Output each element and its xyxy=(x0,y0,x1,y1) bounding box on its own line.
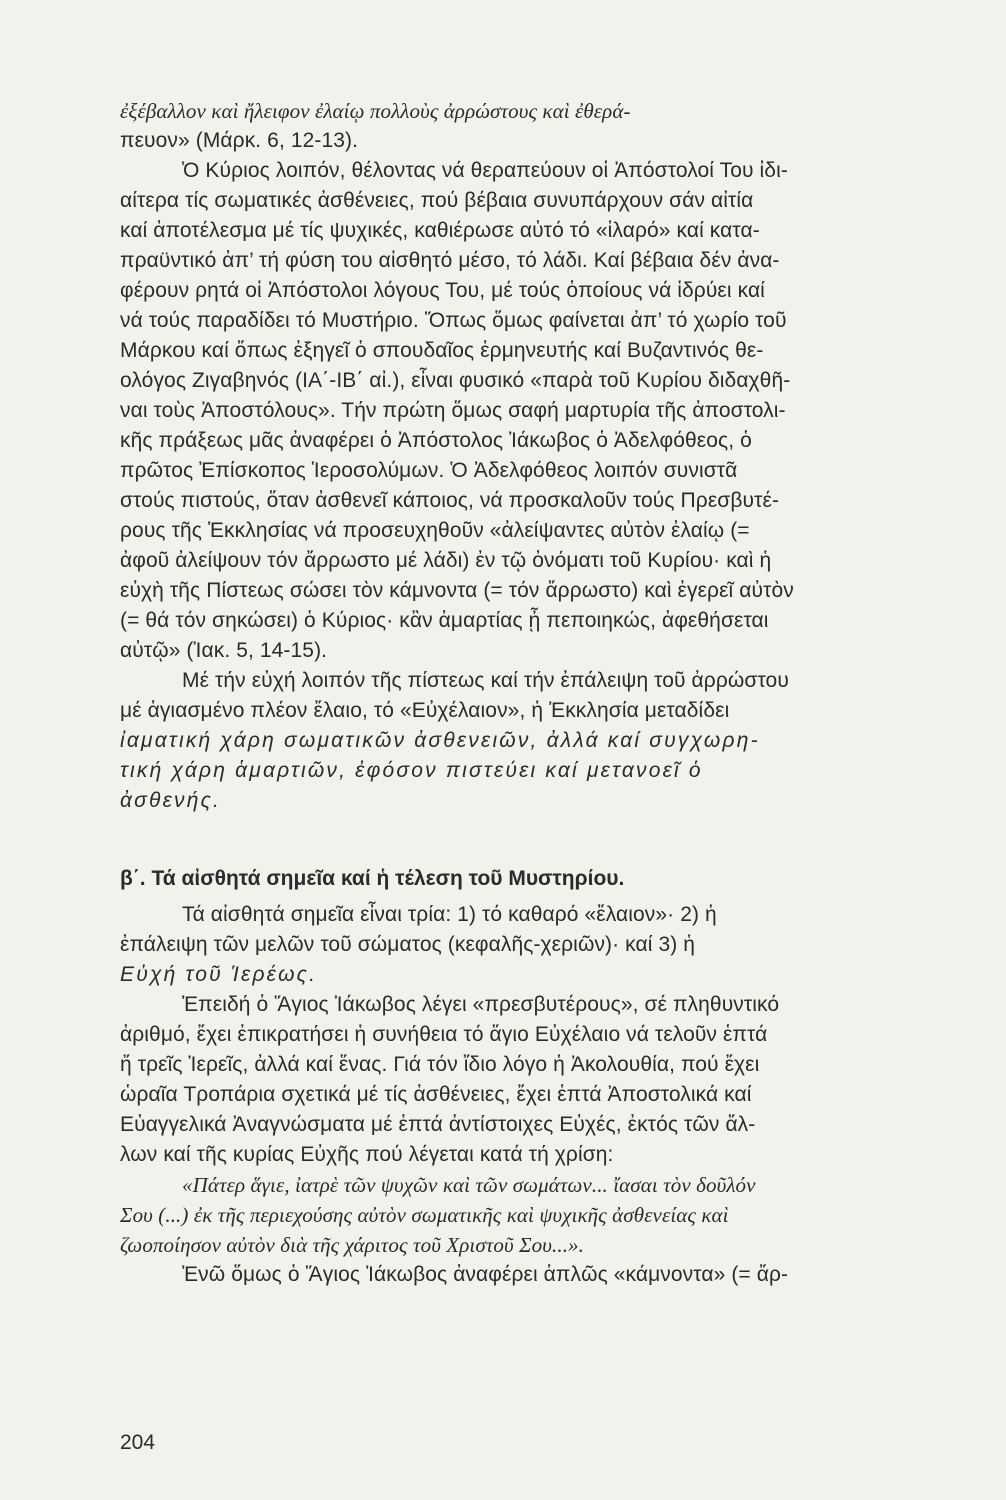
text-line: μέ ἁγιασμένο πλέον ἔλαιο, τό «Εὐχέλαιον», ἡ Ἐκκλησία μεταδίδει xyxy=(120,699,730,722)
text-line: πευον» (Μάρκ. 6, 12-13). xyxy=(120,129,359,152)
text-block-unction xyxy=(120,96,958,816)
text-line: Εὐαγγελικά Ἀναγνώσματα μέ ἑπτά ἀντίστοιχες Εὐχές, ἐκτός τῶν ἄλ- xyxy=(120,1113,756,1136)
page-number: 204 xyxy=(120,1431,156,1454)
text-line: καί ἀποτέλεσμα μέ τίς ψυχικές, καθιέρωσε αὐτό τό «ἱλαρό» καί κατα- xyxy=(120,219,760,242)
text-line: στούς πιστούς, ὅταν ἀσθενεῖ κάποιος, νά προσκαλοῦν τούς Πρεσβυτέ- xyxy=(120,489,780,512)
text-line: Ἐνῶ ὅμως ὁ Ἅγιος Ἰάκωβος ἀναφέρει ἁπλῶς «κάμνοντα» (= ἄρ- xyxy=(182,1263,789,1286)
text-line: Ἐπειδή ὁ Ἅγιος Ἰάκωβος λέγει «πρεσβυτέρους», σέ πληθυντικό xyxy=(182,993,780,1016)
text-line: ἀφοῦ ἀλείψουν τόν ἄρρωστο μέ λάδι) ἐν τῷ ὀνόματι τοῦ Κυρίου· καὶ ἡ xyxy=(120,549,772,572)
page-body xyxy=(120,96,958,1476)
text-line: αίτερα τίς σωματικές ἀσθένειες, πού βέβαια συνυπάρχουν σάν αἰτία xyxy=(120,189,754,212)
text-line: ὡραῖα Τροπάρια σχετικά μέ τίς ἀσθένειες, ἔχει ἑπτά Ἀποστολικά καί xyxy=(120,1083,752,1106)
text-line: λων καί τῆς κυρίας Εὐχῆς πού λέγεται κατά τή χρίση: xyxy=(120,1143,614,1166)
text-line: ἀριθμό, ἔχει ἐπικρατήσει ἡ συνήθεια τό ἅγιο Εὐχέλαιο νά τελοῦν ἑπτά xyxy=(120,1023,768,1046)
text-line: νά τούς παραδίδει τό Μυστήριο. Ὅπως ὅμως φαίνεται ἀπ’ τό χωρίο τοῦ xyxy=(120,309,787,332)
text-line: Τά αἰσθητά σημεῖα εἶναι τρία: 1) τό καθαρό «ἔλαιον»· 2) ἡ xyxy=(182,903,717,926)
text-line: Εὐχή τοῦ Ἱερέως. xyxy=(120,963,318,986)
text-line: ἐξέβαλλον καὶ ἤλειφον ἐλαίῳ πολλοὺς ἀρρώστους καὶ ἐθερά- xyxy=(120,99,631,123)
text-line: φέρουν ρητά οἱ Ἀπόστολοι λόγους Του, μέ τούς ὁποίους νά ἱδρύει καί xyxy=(120,279,765,302)
text-block-signs xyxy=(120,900,958,1290)
text-line: εὐχὴ τῆς Πίστεως σώσει τὸν κάμνοντα (= τόν ἄρρωστο) καὶ ἐγερεῖ αὐτὸν xyxy=(120,579,794,602)
text-line: κῆς πράξεως μᾶς ἀναφέρει ὁ Ἀπόστολος Ἰάκωβος ὁ Ἀδελφόθεος, ὁ xyxy=(120,429,752,452)
text-line: αὐτῷ» (Ἰακ. 5, 14-15). xyxy=(120,639,328,662)
text-line: πραϋντικό ἀπ’ τή φύση του αἰσθητό μέσο, τό λάδι. Καί βέβαια δέν ἀνα- xyxy=(120,249,780,272)
text-line: ολόγος Ζιγαβηνός (ΙΑ΄-ΙΒ΄ αἰ.), εἶναι φυσικό «παρὰ τοῦ Κυρίου διδαχθῆ- xyxy=(120,369,791,392)
text-line: Σου (...) ἐκ τῆς περιεχούσης αὐτὸν σωματικῆς καὶ ψυχικῆς ἀσθενείας καὶ xyxy=(120,1203,729,1227)
text-line: «Πάτερ ἅγιε, ἰατρὲ τῶν ψυχῶν καὶ τῶν σωμάτων... ἴασαι τὸν δοῦλόν xyxy=(182,1173,756,1197)
text-line: (= θά τόν σηκώσει) ὁ Κύριος· κἂν ἁμαρτίας ᾖ πεποιηκώς, ἀφεθήσεται xyxy=(120,609,769,632)
text-line: τική χάρη ἁμαρτιῶν, ἐφόσον πιστεύει καί μετανοεῖ ὁ xyxy=(120,759,703,782)
section-gap xyxy=(120,816,958,864)
text-line: Μέ τήν εὐχή λοιπόν τῆς πίστεως καί τήν ἐπάλειψη τοῦ ἀρρώστου xyxy=(182,669,789,692)
text-line: Μάρκου καί ὅπως ἐξηγεῖ ὁ σπουδαῖος ἑρμηνευτής καί Βυζαντινός θε- xyxy=(120,339,764,362)
text-line: ἰαματική χάρη σωματικῶν ἀσθενειῶν, ἀλλά καί συγχωρη- xyxy=(120,729,760,752)
text-line: ἀσθενής. xyxy=(120,789,222,812)
section-heading: β΄. Τά αἰσθητά σημεῖα καί ἡ τέλεση τοῦ Μυστηρίου. xyxy=(120,867,625,890)
text-line: Ὁ Κύριος λοιπόν, θέλοντας νά θεραπεύουν οἱ Ἀπόστολοί Του ἰδι- xyxy=(182,159,788,182)
text-line: ναι τοὺς Ἀποστόλους». Τήν πρώτη ὅμως σαφή μαρτυρία τῆς ἀποστολι- xyxy=(120,399,786,422)
text-line: ἐπάλειψη τῶν μελῶν τοῦ σώματος (κεφαλῆς-χεριῶν)· καί 3) ἡ xyxy=(120,933,696,956)
text-line: ρους τῆς Ἐκκλησίας νά προσευχηθοῦν «ἀλείψαντες αὐτὸν ἐλαίῳ (= xyxy=(120,519,750,542)
text-line: ζωοποίησον αὐτὸν διὰ τῆς χάριτος τοῦ Χριστοῦ Σου...». xyxy=(120,1233,584,1257)
text-line: πρῶτος Ἐπίσκοπος Ἱεροσολύμων. Ὁ Ἀδελφόθεος λοιπόν συνιστᾶ xyxy=(120,459,738,482)
text-line: ἤ τρεῖς Ἱερεῖς, ἀλλά καί ἕνας. Γιά τόν ἴδιο λόγο ἡ Ἀκολουθία, πού ἔχει xyxy=(120,1053,760,1076)
